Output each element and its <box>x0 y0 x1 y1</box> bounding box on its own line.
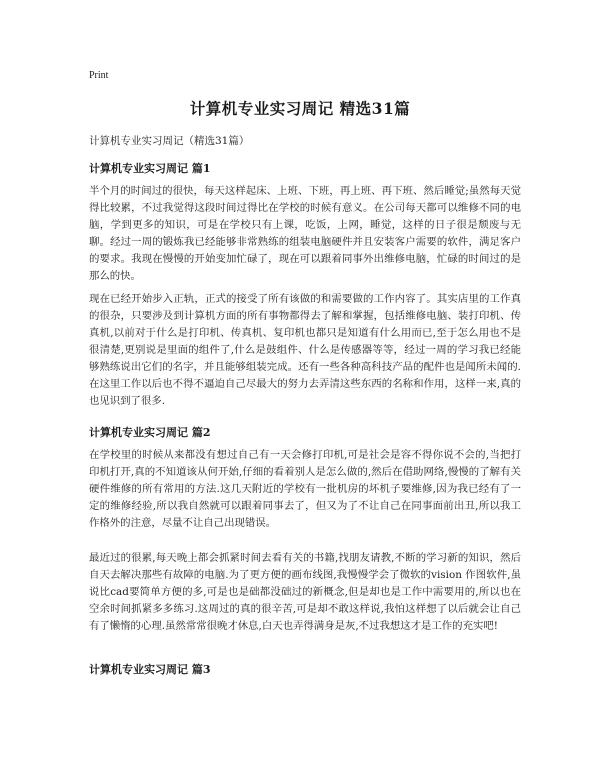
section-1-paragraph-1: 半个月的时间过的很快，每天这样起床、上班、下班，再上班、再下班、然后睡觉;虽然每天觉得比较累，不过我觉得这段时间过得比在学校的时候有意义。在公司每天都可以维修不同的电脑，学到更多的知识，可是在学校只有上课，吃饭，上网，睡觉，这样的日子很是颓废与无聊。经过一周的锻炼我已经能够非常熟练的组装电脑硬件并且安装客户需要的软件，满足客户的要求。我现在慢慢的开始变加忙碌了，现在可以跟着同事外出维修电脑，忙碌的时间过的是那么的快。 <box>89 185 521 282</box>
section-2-paragraph-1: 在学校里的时候从来都没有想过自己有一天会修打印机,可是社会是容不得你说不会的,当把打印机打开,真的不知道该从何开始,仔细的看着别人是怎么做的,然后在借助网络,慢慢的了解有关硬件维修的所有常用的方法.这几天附近的学校有一批机房的坏机子要维修,因为我已经有了一定的维修经验,所以我自然就可以跟着同事去了，但又为了不让自己在同事面前出丑,所以我工作格外的注意，尽量不让自己出现错误。 <box>89 449 521 529</box>
section-heading-1: 计算机专业实习周记 篇1 <box>89 162 211 175</box>
document-subtitle: 计算机专业实习周记（精选31篇） <box>89 135 250 147</box>
section-heading-2: 计算机专业实习周记 篇2 <box>89 426 211 439</box>
document-title: 计算机专业实习周记 精选31篇 <box>189 99 411 118</box>
print-label: Print <box>89 70 109 81</box>
section-heading-3: 计算机专业实习周记 篇3 <box>89 663 211 676</box>
section-2-paragraph-2: 最近过的很累,每天晚上都会抓紧时间去看有关的书籍,找朋友请教,不断的学习新的知识，然后自天去解决那些有故障的电脑.为了更方便的画布线图,我慢慢学会了微软的vision 作图软件,虽说比cad要简单方便的多,可是也是础都没础过的新概念,但是却也是工作中需要用的,所以也在空余时间抓紧多多练习.这周过的真的很辛苦,可是却不敢这样说,我怕这样想了以后就会让自己有了懒惰的心理.虽然常常很晚才休息,白天也弄得满身是灰,不过我想这才是工作的充实吧! <box>89 552 521 632</box>
section-1-paragraph-2: 现在已经开始步入正轨，正式的接受了所有该做的和需要做的工作内容了。其实店里的工作真的很杂，只要涉及到计算机方面的所有事物都得去了解和掌握，包括维修电脑、装打印机、传真机,以前对于什么是打印机、传真机、复印机也都只是知道有什么用而已,至于怎么用也不是很清楚,更别说是里面的组件了,什么是鼓组件、什么是传感器等等，经过一周的学习我已经能够熟练说出它们的名字，并且能够组装完成。还有一些各种高科技产品的配件也是闻所未闻的.在这里工作以后也不得不逼迫自己尽最大的努力去弄清这些东西的名称和作用，这样一来,真的也见识到了很多. <box>89 293 521 407</box>
